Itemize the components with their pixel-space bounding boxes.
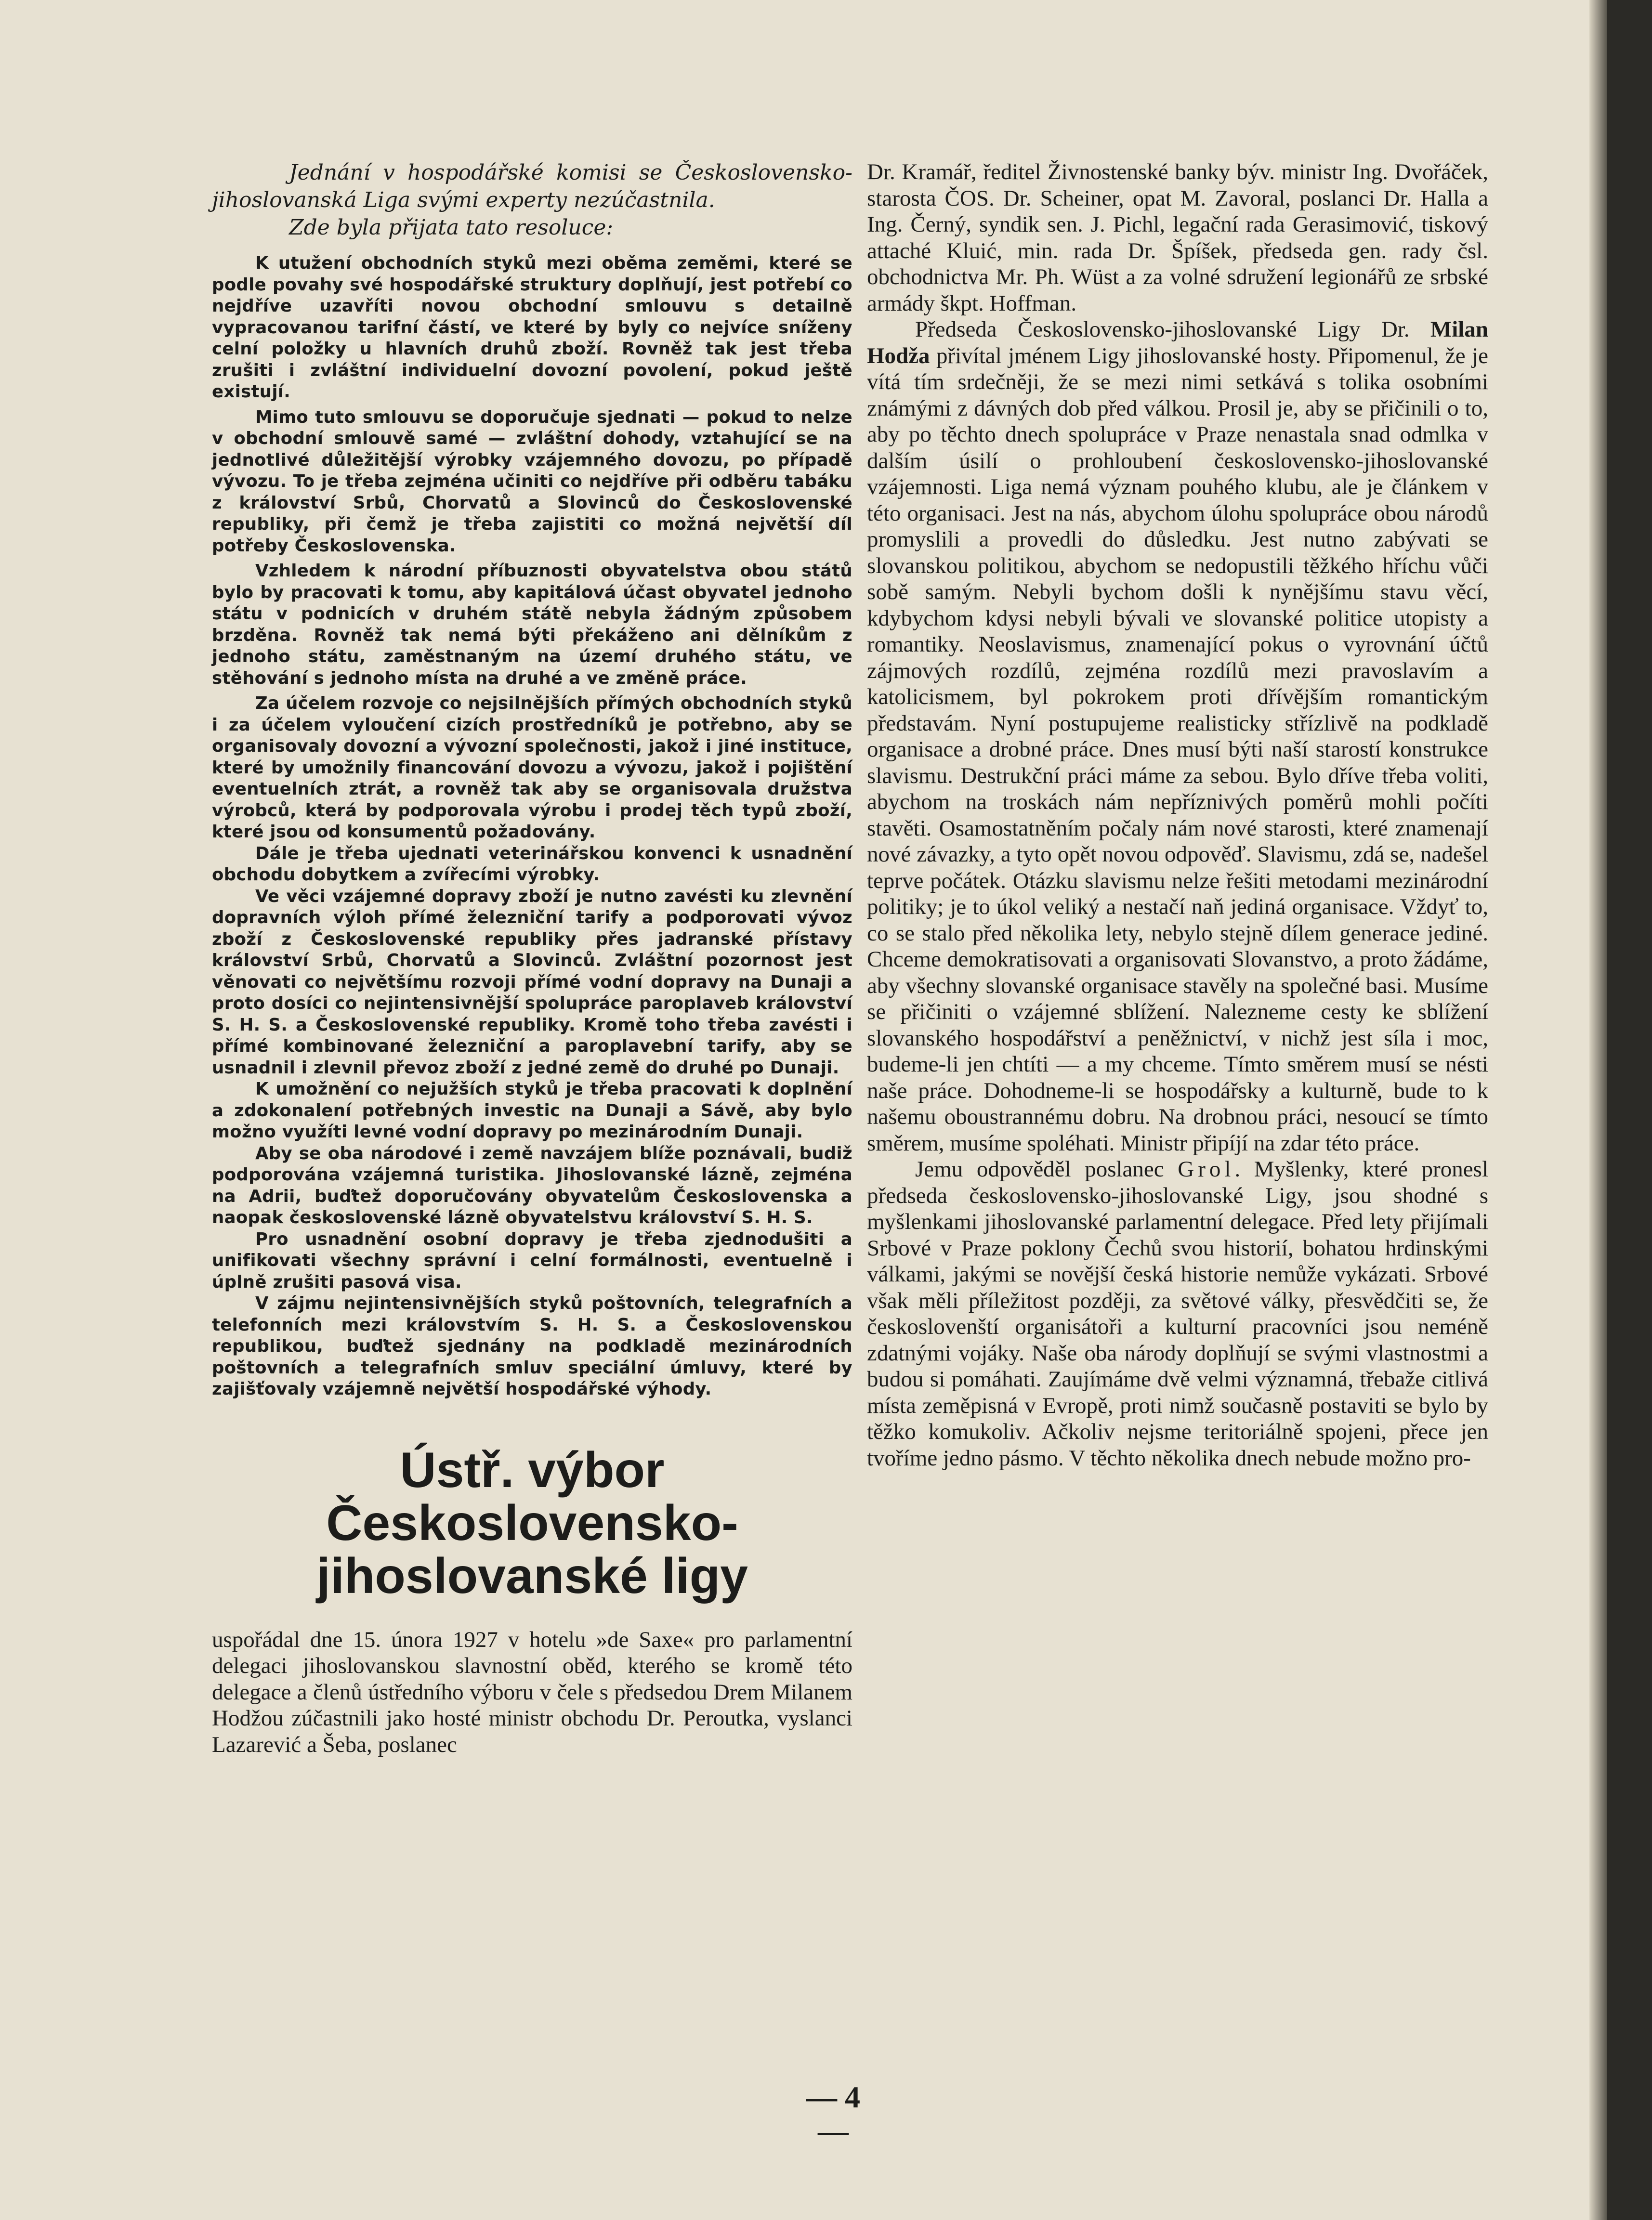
resolution-paragraph: Za účelem rozvoje co nejsilnějších přímých obchodních styků i za účelem vyloučení cizích prostředníků je potřebno, aby se organisovaly dovozní a vývozní společnosti, jakož i jiné instituce, které by umožnily financování dovozu a vývozu, jakož i pojištění eventuelních ztrát, a rovněž tak aby se organisovala družstva výrobců, která by podporovala výrobu i prodej těch typů zboží, které jsou od konsumentů požadovány. — [212, 693, 852, 842]
speaker-name: Grol — [1178, 1157, 1235, 1182]
intro-block — [212, 159, 852, 241]
binding-shadow — [1589, 0, 1607, 2220]
resolution-paragraph: K umožnění co nejužších styků je třeba pracovati k doplnění a zdokonalení potřebných investic na Dunaji a Sávě, aby bylo možno využíti levné vodní dopravy po mezinárodním Dunaji. — [212, 1079, 852, 1142]
speech-text: přivítal jménem Ligy jihoslovanské hosty. Připomenul, že je vítá tím srdečněji, že se mezi nimi setkává s tolika osobními známými z dávných dob před válkou. Prosil je, aby se přičinili o to, aby po těchto dnech spolupráce v Praze nenastala snad odmlka v dalším úsilí o prohloubení československo-jihoslovanské vzájemnosti. Liga nemá význam pouhého klubu, ale je článkem v této organisaci. Jest na nás, abychom úlohu spolupráce obou národů promyslili a provedli do důsledku. Jest nutno zabývati se slovanskou politikou, abychom se nedopustili těžkého hříchu vůči sobě samým. Nebyli bychom došli k nynějšímu stavu věcí, kdybychom kdysi nebyli bývali ve slovanské politice utopisty a romantiky. Neoslavismus, znamenající pokus o vyrovnání účtů zájmových rozdílů, zejména rozdílů mezi pravoslavím a katolicismem, byl pokrokem proti dřívějším romantickým představám. Nyní postupujeme realisticky střízlivě na podkladě organisace a drobné práce. Dnes musí býti naší starostí konstrukce slavismu. Destrukční práci máme za sebou. Bylo dříve třeba voliti, abychom na troskách nám nepříznivých poměrů mohli počíti stavěti. Osamostatněním počaly nám nové starosti, které znamenají nové závazky, a tyto opět novou odpověď. Slavismu, zdá se, nadešel teprve počátek. Otázku slavismu nelze řešiti metodami mezinárodní politiky; je to úkol veliký a nestačí naň jediná organisace. Vždyť to, co se stalo před několika lety, nebylo stejně dílem generace jediné. Chceme demokratisovati a organisovati Slovanstvo, a proto žádáme, aby všechny slovanské organisace stavěly na společné basi. Musíme se přičiniti o vzájemné sblížení. Nalezneme cesty ke sblížení slovanského hospodářství a peněžnictví, v nichž jest síla i moc, budeme-li jen chtíti — a my chceme. Tímto směrem musí se nésti naše práce. Dohodneme-li se hospodářsky a kulturně, bude to k našemu oboustrannému dobru. Na drobnou práci, nesoucí se tímto směrem, musíme spoléhati. Ministr připíjí na zdar této práce. — [867, 343, 1488, 1156]
resolution-paragraph: Pro usnadnění osobní dopravy je třeba zjednodušiti a unifikovati všechny správní i celní formálnosti, eventuelně i úplně zrušiti pasová visa. — [212, 1229, 852, 1292]
article-body-left — [212, 1627, 852, 1758]
guest-list-paragraph: Dr. Kramář, ředitel Živnostenské banky býv. ministr Ing. Dvořáček, starosta ČOS. Dr. Scheiner, opat M. Zavoral, poslanci Dr. Halla a Ing. Černý, syndik sen. J. Pichl, legační rada Gerasimović, tiskový attaché Kluić, min. rada Dr. Špíšek, předseda gen. rady čsl. obchodnictva Mr. Ph. Wüst a za volné sdružení legionářů ze srbské armády škpt. Hoffman. — [867, 159, 1488, 316]
resolution-paragraph: Mimo tuto smlouvu se doporučuje sjednati — pokud to nelze v obchodní smlouvě samé — zvláštní dohody, vztahující se na jednotlivé důležitější výrobky vzájemného dovozu, po případě vývozu. To je třeba zejména učiniti co nejdříve při odběru tabáku z království Srbů, Chorvatů a Slovinců do Československé republiky, při čemž je třeba zajistiti co možná největší díl potřeby Československa. — [212, 407, 852, 556]
right-column — [867, 159, 1488, 1471]
resolution-paragraph: Dále je třeba ujednati veterinářskou konvenci k usnadnění obchodu dobytkem a zvířecími výrobky. — [212, 843, 852, 885]
article-headline: Ústř. výbor Československo-jihoslovanské ligy — [316, 1442, 748, 1604]
resolution-text — [212, 253, 852, 1400]
binding-edge — [1607, 0, 1652, 2220]
left-column — [212, 159, 852, 1758]
speech-intro: Předseda Československo-jihoslovanské Ligy Dr. — [915, 317, 1430, 342]
intro-text: Jednání v hospodářské komisi se Československo-jihoslovanská Liga svými experty nezúčastnila. — [212, 160, 852, 212]
grol-reply-paragraph — [867, 1156, 1488, 1471]
resolution-paragraph: Aby se oba národové i země navzájem blíže poznávali, budiž podporována vzájemná turistika. Jihoslovanské lázně, zejména na Adrii, buďtež doporučovány obyvatelům Československa a naopak československé lázně obyvatelstvu království S. H. S. — [212, 1143, 852, 1228]
reply-intro: Jemu odpověděl poslanec — [915, 1157, 1178, 1182]
resolution-intro: Zde byla přijata tato resoluce: — [289, 215, 614, 240]
hodza-speech-paragraph — [867, 316, 1488, 1156]
resolution-paragraph: K utužení obchodních styků mezi oběma zeměmi, které se podle povahy své hospodářské struktury doplňují, jest potřebí co nejdříve uzavříti novou obchodní smlouvu s detailně vypracovanou tarifní částí, ve které by byly co nejvíce sníženy celní položky u hlavních druhů zboží. Rovněž tak jest třeba zrušiti i zvláštní individuelní dovozní povolení, pokud ještě existují. — [212, 253, 852, 402]
page-number: — 4 — — [806, 2080, 860, 2148]
article-paragraph: uspořádal dne 15. února 1927 v hotelu »de Saxe« pro parlamentní delegaci jihoslovanskou slavnostní oběd, kterého se kromě této delegace a členů ústředního výboru v čele s předsedou Drem Milanem Hodžou zúčastnili jako hosté ministr obchodu Dr. Peroutka, vyslanci Lazarević a Šeba, poslanec — [212, 1627, 852, 1757]
resolution-paragraph: V zájmu nejintensivnějších styků poštovních, telegrafních a telefonních mezi královstvím S. H. S. a Československou republikou, buďtež sjednány na podkladě mezinárodních poštovních a telegrafních smluv speciální úmluvy, které by zajišťovaly vzájemně největší hospodářské výhody. — [212, 1293, 852, 1399]
speaker-name: Milan Hodža — [867, 317, 1488, 368]
resolution-paragraph: Ve věci vzájemné dopravy zboží je nutno zavésti ku zlevnění dopravních výloh přímé železniční tarify a podporovati vývoz zboží z Československé republiky přes jadranské přístavy království Srbů, Chorvatů a Slovinců. Zvláštní pozornost jest věnovati co největšímu rozvoji přímé vodní dopravy na Dunaji a proto dosíci co nejintensivnější spolupráce paroplaveb království S. H. S. a Československé republiky. Kromě toho třeba zavésti i přímé kombinované železniční a paroplavební tarify, aby se usnadnil i zlevnil převoz zboží z jedné země do druhé po Dunaji. — [212, 886, 852, 1078]
resolution-paragraph: Vzhledem k národní příbuznosti obyvatelstva obou států bylo by pracovati k tomu, aby kapitálová účast obyvatel jednoho státu v podnicích v druhém státě nebyla žádným způsobem brzděna. Rovněž tak nemá býti překáženo ani dělníkům z jednoho státu, zaměstnaným na území druhého státu, ve stěhování s jednoho místa na druhé a ve změně práce. — [212, 561, 852, 688]
reply-text: . Myšlenky, které pronesl předseda československo-jihoslovanské Ligy, jsou shodné s myšlenkami jihoslovanské parlamentní delegace. Před lety přijímali Srbové v Praze poklony Čechů svou historií, bohatou hrdinskými válkami, jakými se novější česká historie nemůže vykázati. Srbové však měli příležitost později, za světové války, přesvědčiti se, že českoslovenští organisátoři a kulturní pracovníci jsou neméně zdatnými vojáky. Naše oba národy doplňují se svými vlastnostmi a budou si pomáhati. Zaujímáme dvě velmi významná, třebaže citlivá místa zeměpisná v Evropě, proti nimž současně postaviti se bylo by těžko komukoliv. Ačkoliv nejsme teritoriálně spojeni, přece jen tvoříme jedno pásmo. V těchto několika dnech nebude možno pro- — [867, 1157, 1488, 1471]
